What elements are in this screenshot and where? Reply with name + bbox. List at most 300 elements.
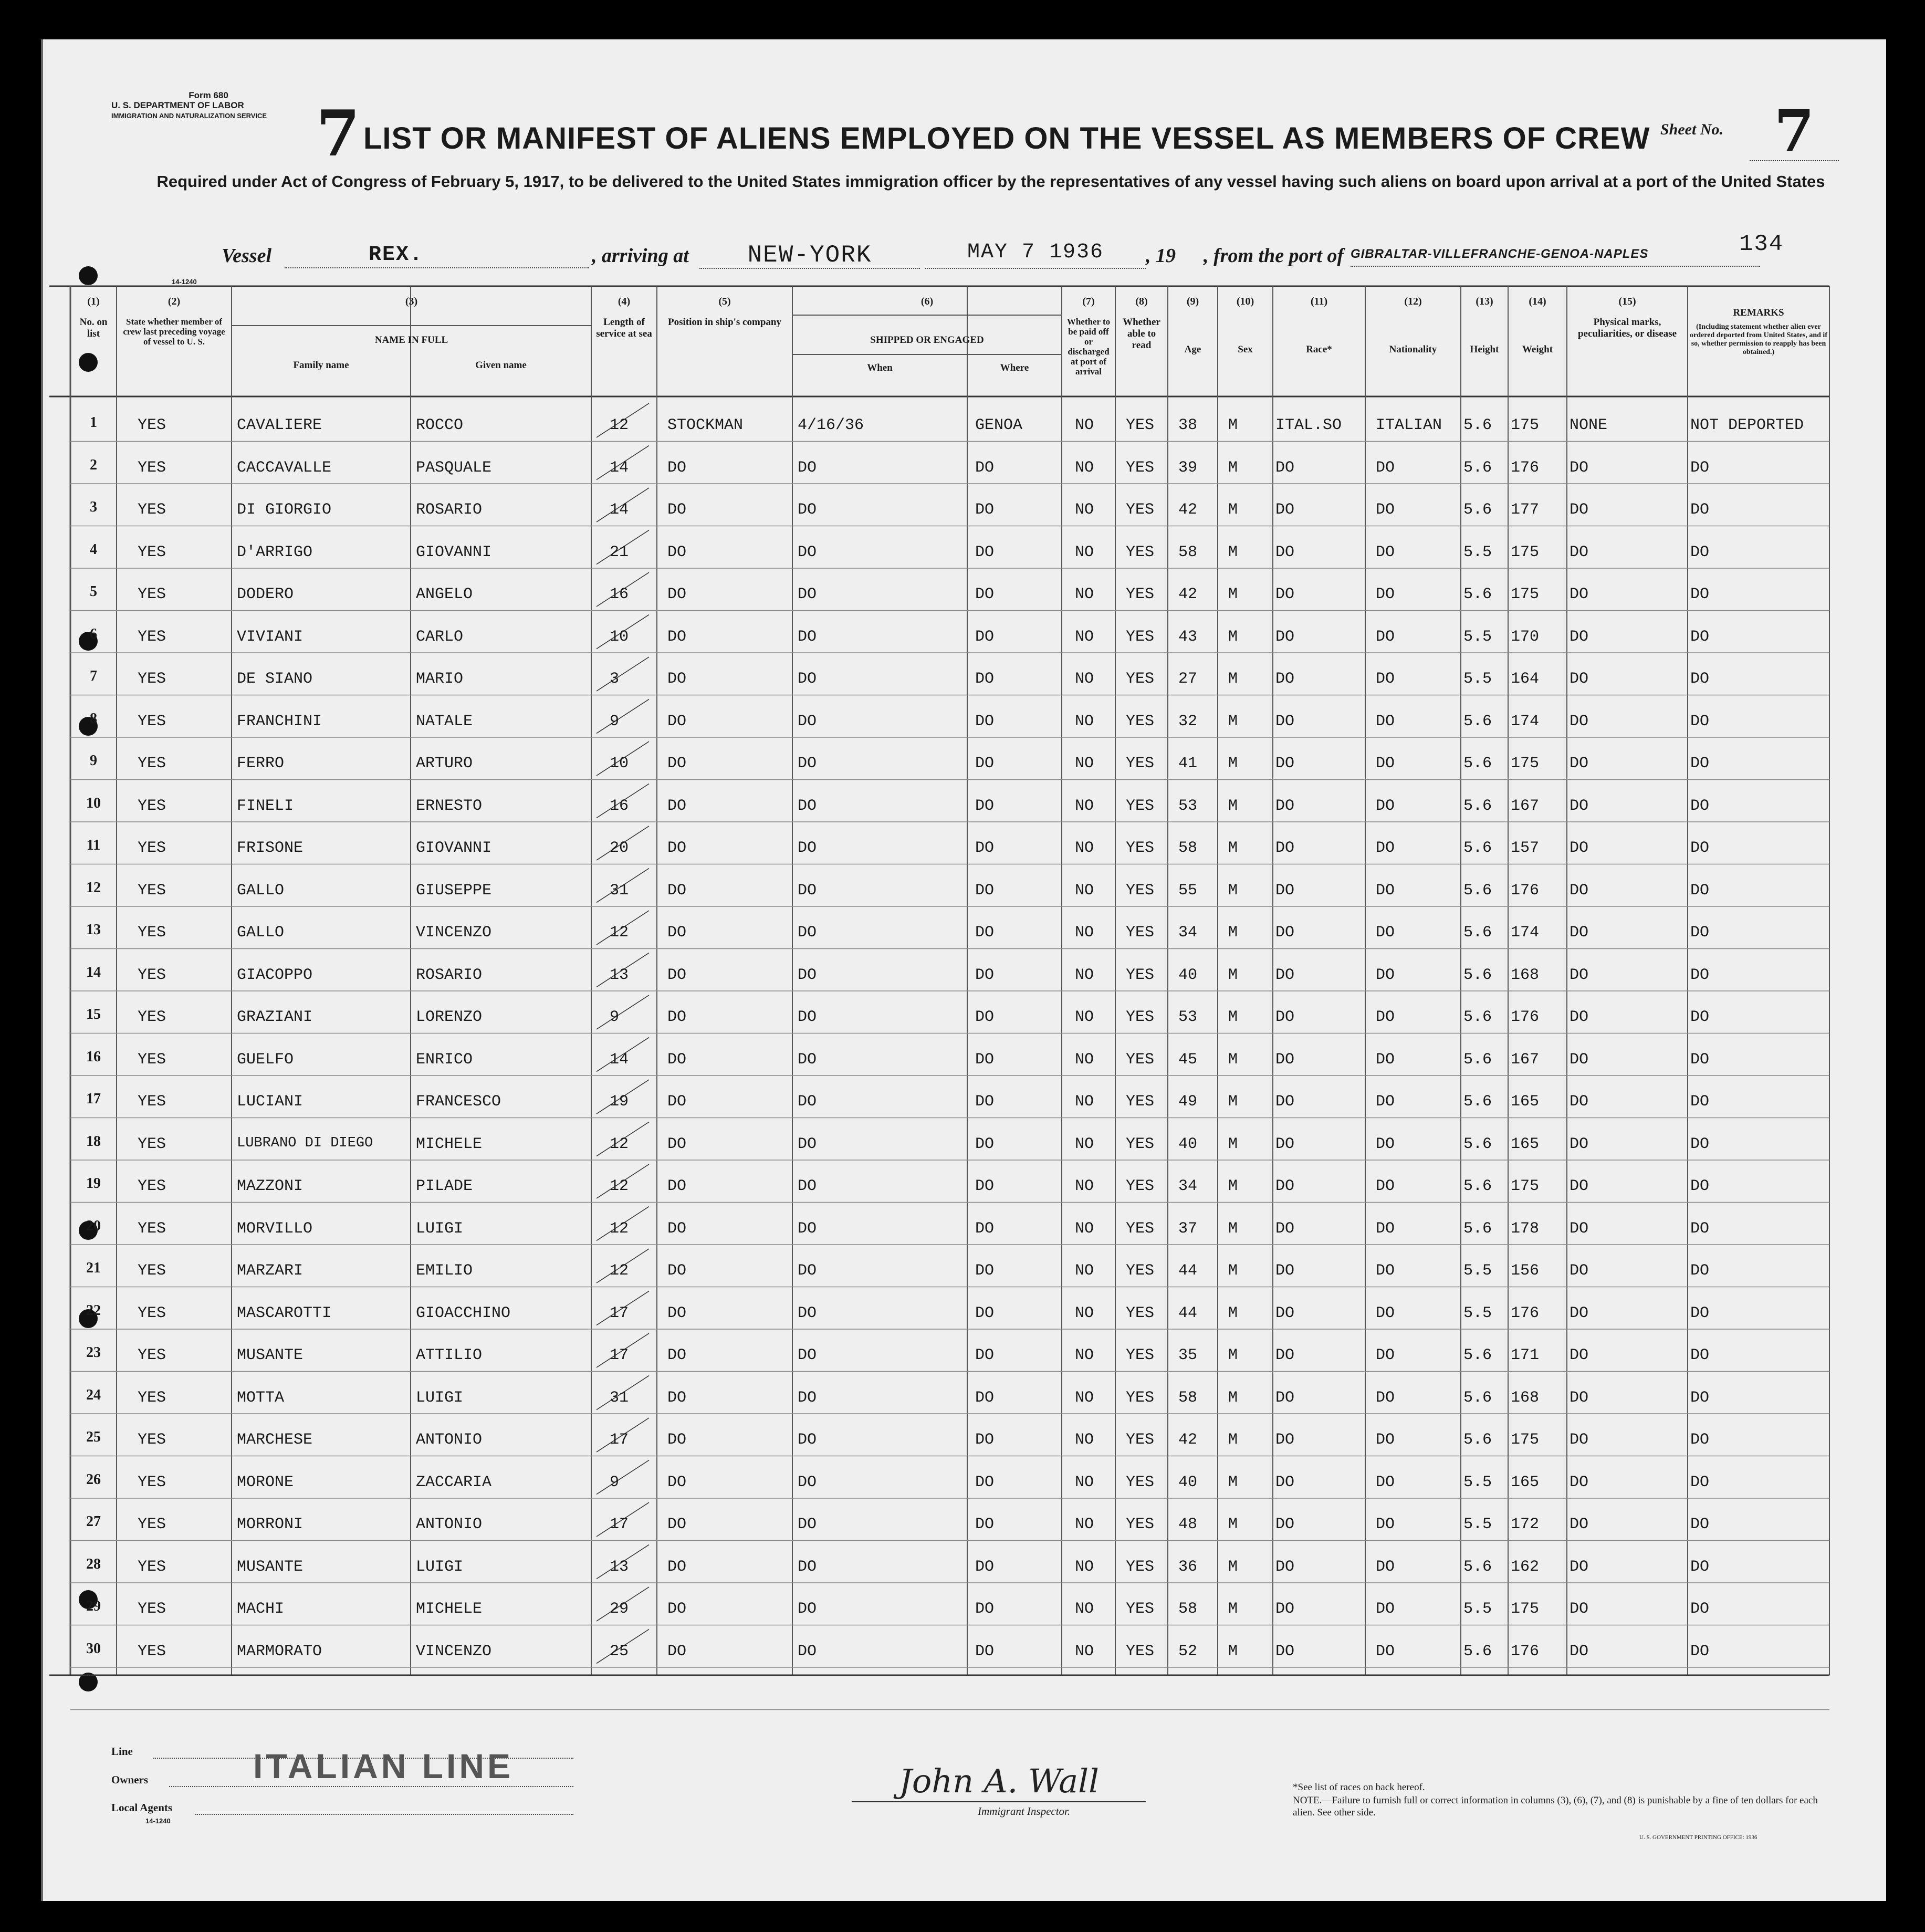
paid-off: NO bbox=[1075, 1177, 1094, 1195]
physical-marks: DO bbox=[1570, 1473, 1589, 1491]
sex: M bbox=[1228, 458, 1238, 477]
age: 34 bbox=[1178, 924, 1198, 942]
column-header-shipped: SHIPPED OR ENGAGED bbox=[870, 335, 984, 346]
given-name: GIOVANNI bbox=[416, 543, 492, 561]
crew-last-voyage: YES bbox=[138, 628, 166, 646]
remarks: DO bbox=[1690, 543, 1710, 561]
row-number: 6 bbox=[90, 625, 97, 642]
weight: 165 bbox=[1511, 1093, 1540, 1111]
position: DO bbox=[667, 966, 687, 984]
nationality: DO bbox=[1376, 1093, 1395, 1111]
physical-marks: NONE bbox=[1570, 416, 1608, 434]
age: 44 bbox=[1178, 1262, 1198, 1280]
race: DO bbox=[1275, 543, 1295, 561]
row-number: 19 bbox=[86, 1175, 101, 1192]
crew-last-voyage: YES bbox=[138, 458, 166, 477]
sex: M bbox=[1228, 839, 1238, 857]
crew-last-voyage: YES bbox=[138, 1558, 166, 1576]
age: 34 bbox=[1178, 1177, 1198, 1195]
able-to-read: YES bbox=[1126, 712, 1155, 730]
position: DO bbox=[667, 1516, 687, 1533]
paid-off: NO bbox=[1075, 586, 1094, 603]
paid-off: NO bbox=[1075, 1642, 1094, 1661]
row-number: 22 bbox=[86, 1302, 101, 1319]
remarks: DO bbox=[1690, 670, 1710, 688]
shipped-where: DO bbox=[975, 755, 995, 772]
race: DO bbox=[1275, 1388, 1295, 1407]
age: 43 bbox=[1178, 628, 1198, 646]
column-number: (12) bbox=[1404, 296, 1422, 307]
physical-marks: DO bbox=[1570, 797, 1589, 815]
physical-marks: DO bbox=[1570, 1008, 1589, 1026]
shipped-where: DO bbox=[975, 966, 995, 984]
given-name: ROSARIO bbox=[416, 966, 483, 984]
arriving-label: , arriving at bbox=[592, 245, 689, 267]
able-to-read: YES bbox=[1126, 1473, 1155, 1491]
weight: 175 bbox=[1511, 755, 1540, 772]
length-of-service: 19 bbox=[610, 1093, 629, 1111]
height: 5.6 bbox=[1463, 881, 1492, 900]
age: 37 bbox=[1178, 1219, 1198, 1238]
family-name: D'ARRIGO bbox=[237, 543, 313, 561]
column-number: (15) bbox=[1618, 296, 1636, 307]
sex: M bbox=[1228, 924, 1238, 942]
paid-off: NO bbox=[1075, 797, 1094, 815]
position: DO bbox=[667, 712, 687, 730]
row-number: 16 bbox=[86, 1048, 101, 1065]
length-of-service: 12 bbox=[610, 924, 629, 942]
column-number: (9) bbox=[1186, 296, 1199, 307]
given-name: CARLO bbox=[416, 628, 464, 646]
shipped-when: DO bbox=[798, 755, 817, 772]
shipped-where: DO bbox=[975, 712, 995, 730]
shipped-where: DO bbox=[975, 881, 995, 900]
age: 58 bbox=[1178, 1600, 1198, 1618]
race: DO bbox=[1275, 458, 1295, 477]
sex: M bbox=[1228, 1600, 1238, 1618]
able-to-read: YES bbox=[1126, 458, 1155, 477]
races-note: *See list of races on back hereof. bbox=[1293, 1782, 1425, 1793]
position: DO bbox=[667, 1262, 687, 1280]
race: DO bbox=[1275, 1050, 1295, 1069]
paid-off: NO bbox=[1075, 1050, 1094, 1069]
italian-line-stamp: ITALIAN LINE bbox=[253, 1747, 514, 1785]
position: DO bbox=[667, 1304, 687, 1322]
position: DO bbox=[667, 1008, 687, 1026]
nationality: DO bbox=[1376, 1219, 1395, 1238]
position: DO bbox=[667, 1219, 687, 1238]
nationality: DO bbox=[1376, 1177, 1395, 1195]
length-of-service: 12 bbox=[610, 1262, 629, 1280]
length-of-service: 9 bbox=[610, 1473, 620, 1491]
family-name: GALLO bbox=[237, 881, 285, 900]
nationality: DO bbox=[1376, 797, 1395, 815]
sex: M bbox=[1228, 712, 1238, 730]
nationality: DO bbox=[1376, 1600, 1395, 1618]
given-name: LUIGI bbox=[416, 1388, 464, 1407]
family-name: MORONE bbox=[237, 1473, 294, 1491]
position: DO bbox=[667, 881, 687, 900]
shipped-when: DO bbox=[798, 458, 817, 477]
given-name: LUIGI bbox=[416, 1558, 464, 1576]
able-to-read: YES bbox=[1126, 1388, 1155, 1407]
age: 42 bbox=[1178, 1431, 1198, 1449]
nationality: DO bbox=[1376, 586, 1395, 603]
race: DO bbox=[1275, 501, 1295, 519]
shipped-where: DO bbox=[975, 458, 995, 477]
sex: M bbox=[1228, 1093, 1238, 1111]
family-name: VIVIANI bbox=[237, 628, 304, 646]
remarks: DO bbox=[1690, 797, 1710, 815]
weight: 162 bbox=[1511, 1558, 1540, 1576]
crew-last-voyage: YES bbox=[138, 755, 166, 772]
shipped-where: DO bbox=[975, 501, 995, 519]
row-number: 13 bbox=[86, 922, 101, 938]
shipped-when: DO bbox=[798, 1093, 817, 1111]
length-of-service: 29 bbox=[610, 1600, 629, 1618]
family-name: FRANCHINI bbox=[237, 712, 322, 730]
able-to-read: YES bbox=[1126, 1219, 1155, 1238]
crew-last-voyage: YES bbox=[138, 1262, 166, 1280]
physical-marks: DO bbox=[1570, 1177, 1589, 1195]
row-number: 27 bbox=[86, 1513, 101, 1530]
row-number: 25 bbox=[86, 1429, 101, 1445]
able-to-read: YES bbox=[1126, 755, 1155, 772]
remarks: DO bbox=[1690, 1050, 1710, 1069]
local-agents-label: Local Agents bbox=[111, 1801, 173, 1814]
sex: M bbox=[1228, 1262, 1238, 1280]
able-to-read: YES bbox=[1126, 1600, 1155, 1618]
column-number: (8) bbox=[1135, 296, 1148, 307]
family-name: CACCAVALLE bbox=[237, 458, 332, 477]
nationality: DO bbox=[1376, 1473, 1395, 1491]
vessel-name: REX. bbox=[285, 243, 589, 268]
physical-marks: DO bbox=[1570, 712, 1589, 730]
column-header-c14: Weight bbox=[1522, 344, 1553, 355]
physical-marks: DO bbox=[1570, 501, 1589, 519]
row-number: 23 bbox=[86, 1344, 101, 1361]
family-name: DE SIANO bbox=[237, 670, 313, 688]
age: 40 bbox=[1178, 1473, 1198, 1491]
column-number: (2) bbox=[168, 296, 181, 307]
weight: 165 bbox=[1511, 1473, 1540, 1491]
height: 5.6 bbox=[1463, 924, 1492, 942]
family-name: DODERO bbox=[237, 586, 294, 603]
able-to-read: YES bbox=[1126, 839, 1155, 857]
column-header-c11: Race* bbox=[1306, 344, 1332, 355]
row-number: 10 bbox=[86, 795, 101, 811]
row-number: 18 bbox=[86, 1133, 101, 1150]
given-name: ERNESTO bbox=[416, 797, 483, 815]
position: DO bbox=[667, 1642, 687, 1661]
able-to-read: YES bbox=[1126, 586, 1155, 603]
able-to-read: YES bbox=[1126, 1558, 1155, 1576]
arrival-port: NEW-YORK bbox=[699, 242, 920, 269]
vessel-label: Vessel bbox=[222, 245, 271, 267]
physical-marks: DO bbox=[1570, 1642, 1589, 1661]
sex: M bbox=[1228, 755, 1238, 772]
shipped-where: DO bbox=[975, 1008, 995, 1026]
remarks: DO bbox=[1690, 1304, 1710, 1322]
height: 5.6 bbox=[1463, 839, 1492, 857]
height: 5.6 bbox=[1463, 1050, 1492, 1069]
length-of-service: 21 bbox=[610, 543, 629, 561]
weight: 172 bbox=[1511, 1516, 1540, 1533]
column-number: (10) bbox=[1236, 296, 1254, 307]
race: DO bbox=[1275, 755, 1295, 772]
row-number: 26 bbox=[86, 1471, 101, 1488]
able-to-read: YES bbox=[1126, 966, 1155, 984]
column-header-c5: Position in ship's company bbox=[668, 317, 781, 328]
physical-marks: DO bbox=[1570, 1346, 1589, 1364]
position: DO bbox=[667, 670, 687, 688]
form-subtitle: Required under Act of Congress of February 5, 1917, to be delivered to the United States immigration officer by the representatives of any vessel having such aliens on board upon arrival at a port of the United States bbox=[156, 172, 1825, 191]
remarks: DO bbox=[1690, 628, 1710, 646]
race: DO bbox=[1275, 881, 1295, 900]
paid-off: NO bbox=[1075, 1388, 1094, 1407]
age: 40 bbox=[1178, 966, 1198, 984]
able-to-read: YES bbox=[1126, 1642, 1155, 1661]
shipped-when: 4/16/36 bbox=[798, 416, 864, 434]
age: 52 bbox=[1178, 1642, 1198, 1661]
remarks: DO bbox=[1690, 712, 1710, 730]
weight: 167 bbox=[1511, 1050, 1540, 1069]
row-number: 7 bbox=[90, 668, 97, 684]
shipped-where: DO bbox=[975, 1219, 995, 1238]
race: DO bbox=[1275, 1304, 1295, 1322]
year-label: , 19 bbox=[1146, 245, 1176, 267]
position: DO bbox=[667, 628, 687, 646]
shipped-when: DO bbox=[798, 839, 817, 857]
print-code: 14-1240 bbox=[172, 278, 197, 286]
race: DO bbox=[1275, 839, 1295, 857]
able-to-read: YES bbox=[1126, 1346, 1155, 1364]
length-of-service: 25 bbox=[610, 1642, 629, 1661]
length-of-service: 14 bbox=[610, 1050, 629, 1069]
sex: M bbox=[1228, 501, 1238, 519]
remarks: DO bbox=[1690, 924, 1710, 942]
shipped-where: DO bbox=[975, 1262, 995, 1280]
shipped-when: DO bbox=[798, 881, 817, 900]
from-port-label: , from the port of bbox=[1204, 245, 1344, 267]
column-number: (13) bbox=[1476, 296, 1493, 307]
given-name: ROCCO bbox=[416, 416, 464, 434]
weight: 175 bbox=[1511, 416, 1540, 434]
row-number: 9 bbox=[90, 753, 97, 769]
race: DO bbox=[1275, 1473, 1295, 1491]
shipped-where: DO bbox=[975, 839, 995, 857]
nationality: DO bbox=[1376, 670, 1395, 688]
able-to-read: YES bbox=[1126, 1431, 1155, 1449]
length-of-service: 13 bbox=[610, 966, 629, 984]
family-name: MARMORATO bbox=[237, 1642, 322, 1661]
remarks: DO bbox=[1690, 586, 1710, 603]
shipped-when: DO bbox=[798, 1516, 817, 1533]
position: DO bbox=[667, 458, 687, 477]
height: 5.6 bbox=[1463, 797, 1492, 815]
remarks: DO bbox=[1690, 1135, 1710, 1153]
age: 55 bbox=[1178, 881, 1198, 900]
crew-last-voyage: YES bbox=[138, 416, 166, 434]
tally-mark bbox=[597, 1460, 649, 1495]
nationality: DO bbox=[1376, 924, 1395, 942]
given-name: ANGELO bbox=[416, 586, 473, 603]
given-name: GIOVANNI bbox=[416, 839, 492, 857]
position: DO bbox=[667, 1177, 687, 1195]
able-to-read: YES bbox=[1126, 416, 1155, 434]
shipped-when: DO bbox=[798, 1558, 817, 1576]
crew-last-voyage: YES bbox=[138, 797, 166, 815]
column-number: (7) bbox=[1082, 296, 1095, 307]
length-of-service: 17 bbox=[610, 1516, 629, 1533]
paid-off: NO bbox=[1075, 501, 1094, 519]
shipped-when: DO bbox=[798, 1177, 817, 1195]
position: DO bbox=[667, 924, 687, 942]
crew-last-voyage: YES bbox=[138, 966, 166, 984]
shipped-when: DO bbox=[798, 1304, 817, 1322]
position: DO bbox=[667, 586, 687, 603]
row-number: 15 bbox=[86, 1006, 101, 1022]
position: DO bbox=[667, 1600, 687, 1618]
paid-off: NO bbox=[1075, 712, 1094, 730]
weight: 171 bbox=[1511, 1346, 1540, 1364]
weight: 174 bbox=[1511, 712, 1540, 730]
remarks: DO bbox=[1690, 1346, 1710, 1364]
sex: M bbox=[1228, 543, 1238, 561]
given-name: ENRICO bbox=[416, 1050, 473, 1069]
position: DO bbox=[667, 797, 687, 815]
physical-marks: DO bbox=[1570, 1219, 1589, 1238]
shipped-where: DO bbox=[975, 1093, 995, 1111]
family-name: MARZARI bbox=[237, 1262, 304, 1280]
age: 45 bbox=[1178, 1050, 1198, 1069]
paid-off: NO bbox=[1075, 1600, 1094, 1618]
race: DO bbox=[1275, 1558, 1295, 1576]
physical-marks: DO bbox=[1570, 1135, 1589, 1153]
height: 5.5 bbox=[1463, 543, 1492, 561]
column-header-c9: Age bbox=[1184, 344, 1201, 355]
crew-last-voyage: YES bbox=[138, 1431, 166, 1449]
column-header-c15: Physical marks, peculiarities, or disease bbox=[1577, 317, 1677, 339]
shipped-when: DO bbox=[798, 1050, 817, 1069]
sex: M bbox=[1228, 966, 1238, 984]
family-name: MORRONI bbox=[237, 1516, 304, 1533]
physical-marks: DO bbox=[1570, 966, 1589, 984]
paid-off: NO bbox=[1075, 1431, 1094, 1449]
nationality: DO bbox=[1376, 966, 1395, 984]
remarks: DO bbox=[1690, 1558, 1710, 1576]
owners-label: Owners bbox=[111, 1773, 148, 1786]
family-name: MACHI bbox=[237, 1600, 285, 1618]
age: 38 bbox=[1178, 416, 1198, 434]
shipped-when: DO bbox=[798, 797, 817, 815]
nationality: DO bbox=[1376, 1431, 1395, 1449]
position: DO bbox=[667, 1346, 687, 1364]
length-of-service: 12 bbox=[610, 416, 629, 434]
race: DO bbox=[1275, 1219, 1295, 1238]
nationality: DO bbox=[1376, 712, 1395, 730]
able-to-read: YES bbox=[1126, 797, 1155, 815]
shipped-when: DO bbox=[798, 1388, 817, 1407]
age: 48 bbox=[1178, 1516, 1198, 1533]
penalty-note: NOTE.—Failure to furnish full or correct information in columns (3), (6), (7), and (8) is punishable by a fine of ten dollars for each alien. See other side. bbox=[1293, 1795, 1818, 1818]
nationality: DO bbox=[1376, 1008, 1395, 1026]
family-name: LUBRANO DI DIEGO bbox=[237, 1135, 373, 1151]
weight: 165 bbox=[1511, 1135, 1540, 1153]
column-number: (14) bbox=[1529, 296, 1546, 307]
sex: M bbox=[1228, 1558, 1238, 1576]
race: DO bbox=[1275, 1008, 1295, 1026]
owners-field bbox=[169, 1786, 573, 1787]
family-name: LUCIANI bbox=[237, 1093, 304, 1111]
column-header-c2: State whether member of crew last preceding voyage of vessel to U. S. bbox=[123, 317, 225, 347]
height: 5.6 bbox=[1463, 586, 1492, 603]
page-stamp-number: 134 bbox=[1739, 231, 1784, 257]
position: STOCKMAN bbox=[667, 416, 744, 434]
race: DO bbox=[1275, 924, 1295, 942]
handwritten-sheet-number: 7 bbox=[316, 97, 360, 171]
remarks: DO bbox=[1690, 839, 1710, 857]
arrival-date: MAY 7 1936 bbox=[925, 241, 1146, 269]
line-label: Line bbox=[111, 1745, 133, 1758]
remarks: DO bbox=[1690, 1262, 1710, 1280]
length-of-service: 16 bbox=[610, 797, 629, 815]
shipped-when: DO bbox=[798, 1346, 817, 1364]
able-to-read: YES bbox=[1126, 1093, 1155, 1111]
family-name: MAZZONI bbox=[237, 1177, 304, 1195]
age: 49 bbox=[1178, 1093, 1198, 1111]
race: DO bbox=[1275, 797, 1295, 815]
physical-marks: DO bbox=[1570, 670, 1589, 688]
nationality: DO bbox=[1376, 881, 1395, 900]
crew-last-voyage: YES bbox=[138, 1516, 166, 1533]
position: DO bbox=[667, 1473, 687, 1491]
column-header-family-name: Family name bbox=[293, 360, 349, 371]
row-number: 4 bbox=[90, 541, 97, 558]
position: DO bbox=[667, 1135, 687, 1153]
family-name: MOTTA bbox=[237, 1388, 285, 1407]
given-name: FRANCESCO bbox=[416, 1093, 501, 1111]
shipped-where: DO bbox=[975, 1135, 995, 1153]
able-to-read: YES bbox=[1126, 628, 1155, 646]
crew-last-voyage: YES bbox=[138, 924, 166, 942]
shipped-when: DO bbox=[798, 966, 817, 984]
row-number: 11 bbox=[86, 837, 101, 853]
weight: 156 bbox=[1511, 1262, 1540, 1280]
shipped-when: DO bbox=[798, 1473, 817, 1491]
crew-last-voyage: YES bbox=[138, 1642, 166, 1661]
column-header-remarks: REMARKS bbox=[1733, 307, 1784, 318]
weight: 157 bbox=[1511, 839, 1540, 857]
column-number: (4) bbox=[618, 296, 631, 307]
weight: 178 bbox=[1511, 1219, 1540, 1238]
family-name: FRISONE bbox=[237, 839, 304, 857]
shipped-where: DO bbox=[975, 586, 995, 603]
shipped-where: DO bbox=[975, 1473, 995, 1491]
paid-off: NO bbox=[1075, 924, 1094, 942]
physical-marks: DO bbox=[1570, 839, 1589, 857]
position: DO bbox=[667, 1431, 687, 1449]
shipped-where: DO bbox=[975, 924, 995, 942]
family-name: GALLO bbox=[237, 924, 285, 942]
family-name: MUSANTE bbox=[237, 1558, 304, 1576]
shipped-where: DO bbox=[975, 797, 995, 815]
height: 5.6 bbox=[1463, 755, 1492, 772]
age: 36 bbox=[1178, 1558, 1198, 1576]
shipped-when: DO bbox=[798, 924, 817, 942]
race: DO bbox=[1275, 1516, 1295, 1533]
age: 53 bbox=[1178, 1008, 1198, 1026]
